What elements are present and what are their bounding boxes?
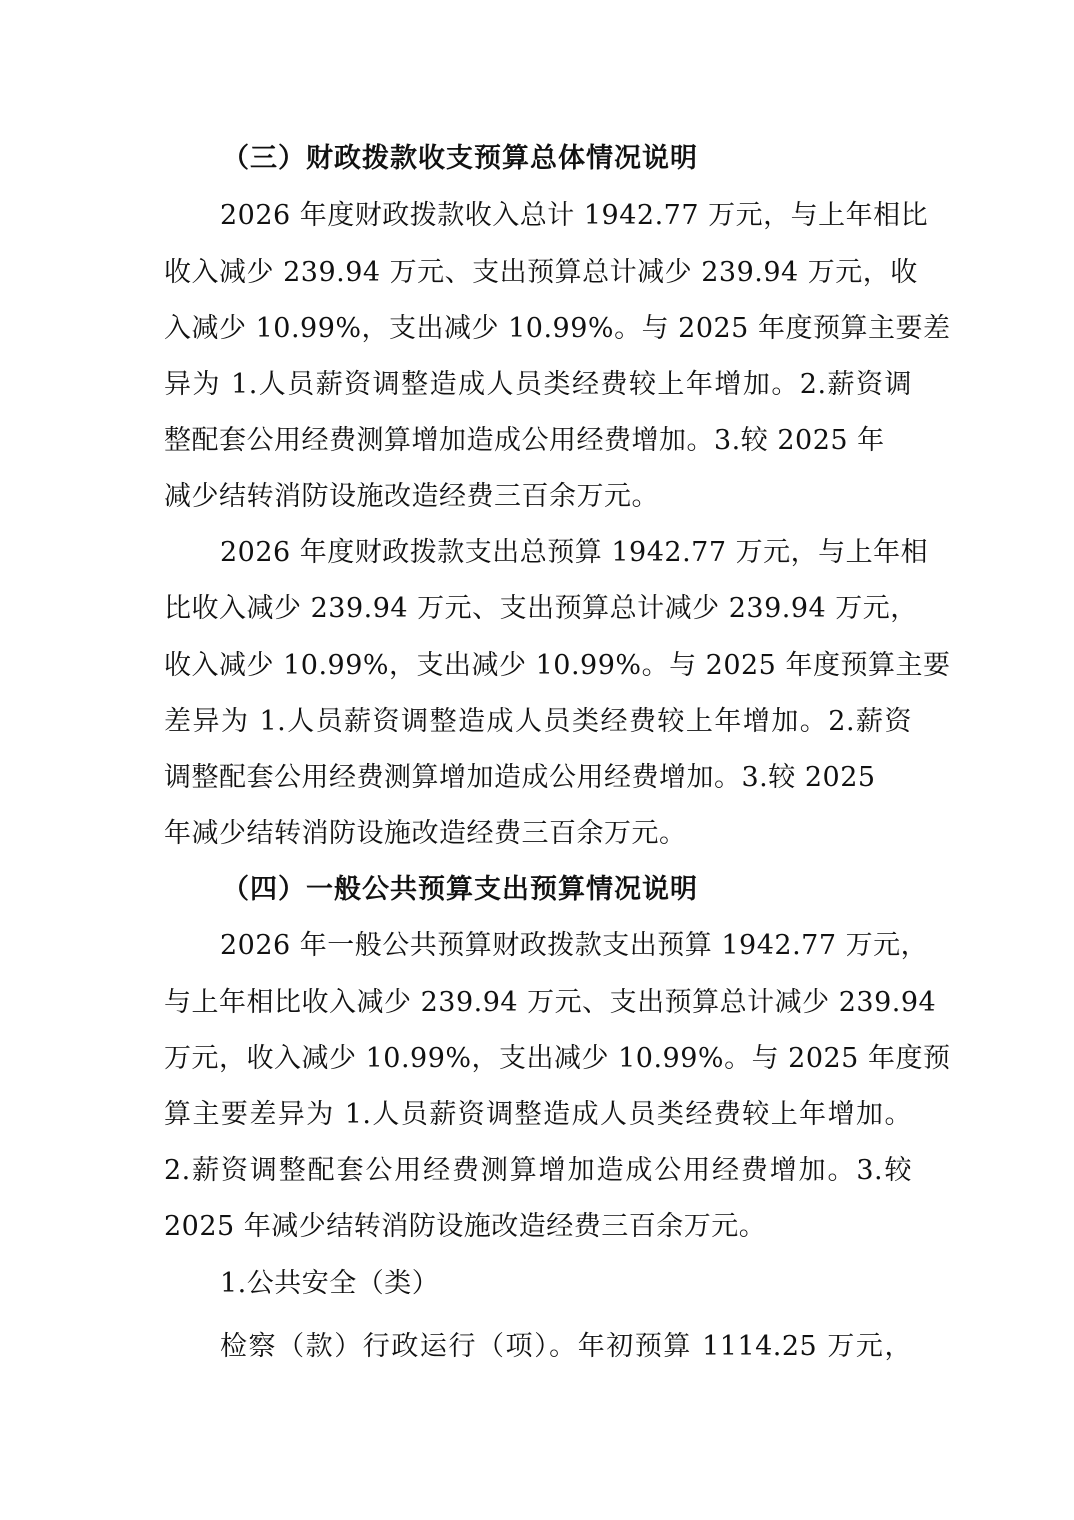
section-3-heading: （三）财政拨款收支预算总体情况说明 <box>222 143 698 174</box>
section-3-para-2-line-6: 年减少结转消防设施改造经费三百余万元。 <box>164 818 687 849</box>
section-3-para-1-line-1: 2026 年度财政拨款收入总计 1942.77 万元，与上年相比 <box>220 200 929 231</box>
section-4-heading: （四）一般公共预算支出预算情况说明 <box>222 874 698 905</box>
section-4-para-1-line-5: 2.薪资调整配套公用经费测算增加造成公用经费增加。3.较 <box>164 1155 912 1186</box>
section-4-para-1-line-1: 2026 年一般公共预算财政拨款支出预算 1942.77 万元， <box>220 930 929 961</box>
section-4-para-1-line-2: 与上年相比收入减少 239.94 万元、支出预算总计减少 239.94 <box>164 987 937 1018</box>
section-4-para-1-line-3: 万元，收入减少 10.99%，支出减少 10.99%。与 2025 年度预 <box>164 1043 951 1074</box>
section-3-para-2-line-3: 收入减少 10.99%，支出减少 10.99%。与 2025 年度预算主要 <box>164 650 951 681</box>
section-4-para-1-line-6: 2025 年减少结转消防设施改造经费三百余万元。 <box>164 1211 767 1242</box>
section-3-para-1-line-4: 异为 1.人员薪资调整造成人员类经费较上年增加。2.薪资调 <box>164 369 912 400</box>
section-3-para-1-line-3: 入减少 10.99%，支出减少 10.99%。与 2025 年度预算主要差 <box>164 313 951 344</box>
section-4-item-1-detail: 检察（款）行政运行（项）。年初预算 1114.25 万元， <box>220 1331 912 1362</box>
section-3-para-2-line-1: 2026 年度财政拨款支出总预算 1942.77 万元，与上年相 <box>220 537 929 568</box>
section-4-item-1-title: 1.公共安全（类） <box>220 1268 440 1299</box>
section-3-para-1-line-6: 减少结转消防设施改造经费三百余万元。 <box>164 481 659 512</box>
section-3-para-1-line-5: 整配套公用经费测算增加造成公用经费增加。3.较 2025 年 <box>164 425 885 456</box>
section-3-para-2-line-5: 调整配套公用经费测算增加造成公用经费增加。3.较 2025 <box>164 762 876 793</box>
section-3-para-2-line-4: 差异为 1.人员薪资调整造成人员类经费较上年增加。2.薪资 <box>164 706 912 737</box>
section-4-para-1-line-4: 算主要差异为 1.人员薪资调整造成人员类经费较上年增加。 <box>164 1099 912 1130</box>
section-3-para-2-line-2: 比收入减少 239.94 万元、支出预算总计减少 239.94 万元， <box>164 593 918 624</box>
section-3-para-1-line-2: 收入减少 239.94 万元、支出预算总计减少 239.94 万元，收 <box>164 257 918 288</box>
